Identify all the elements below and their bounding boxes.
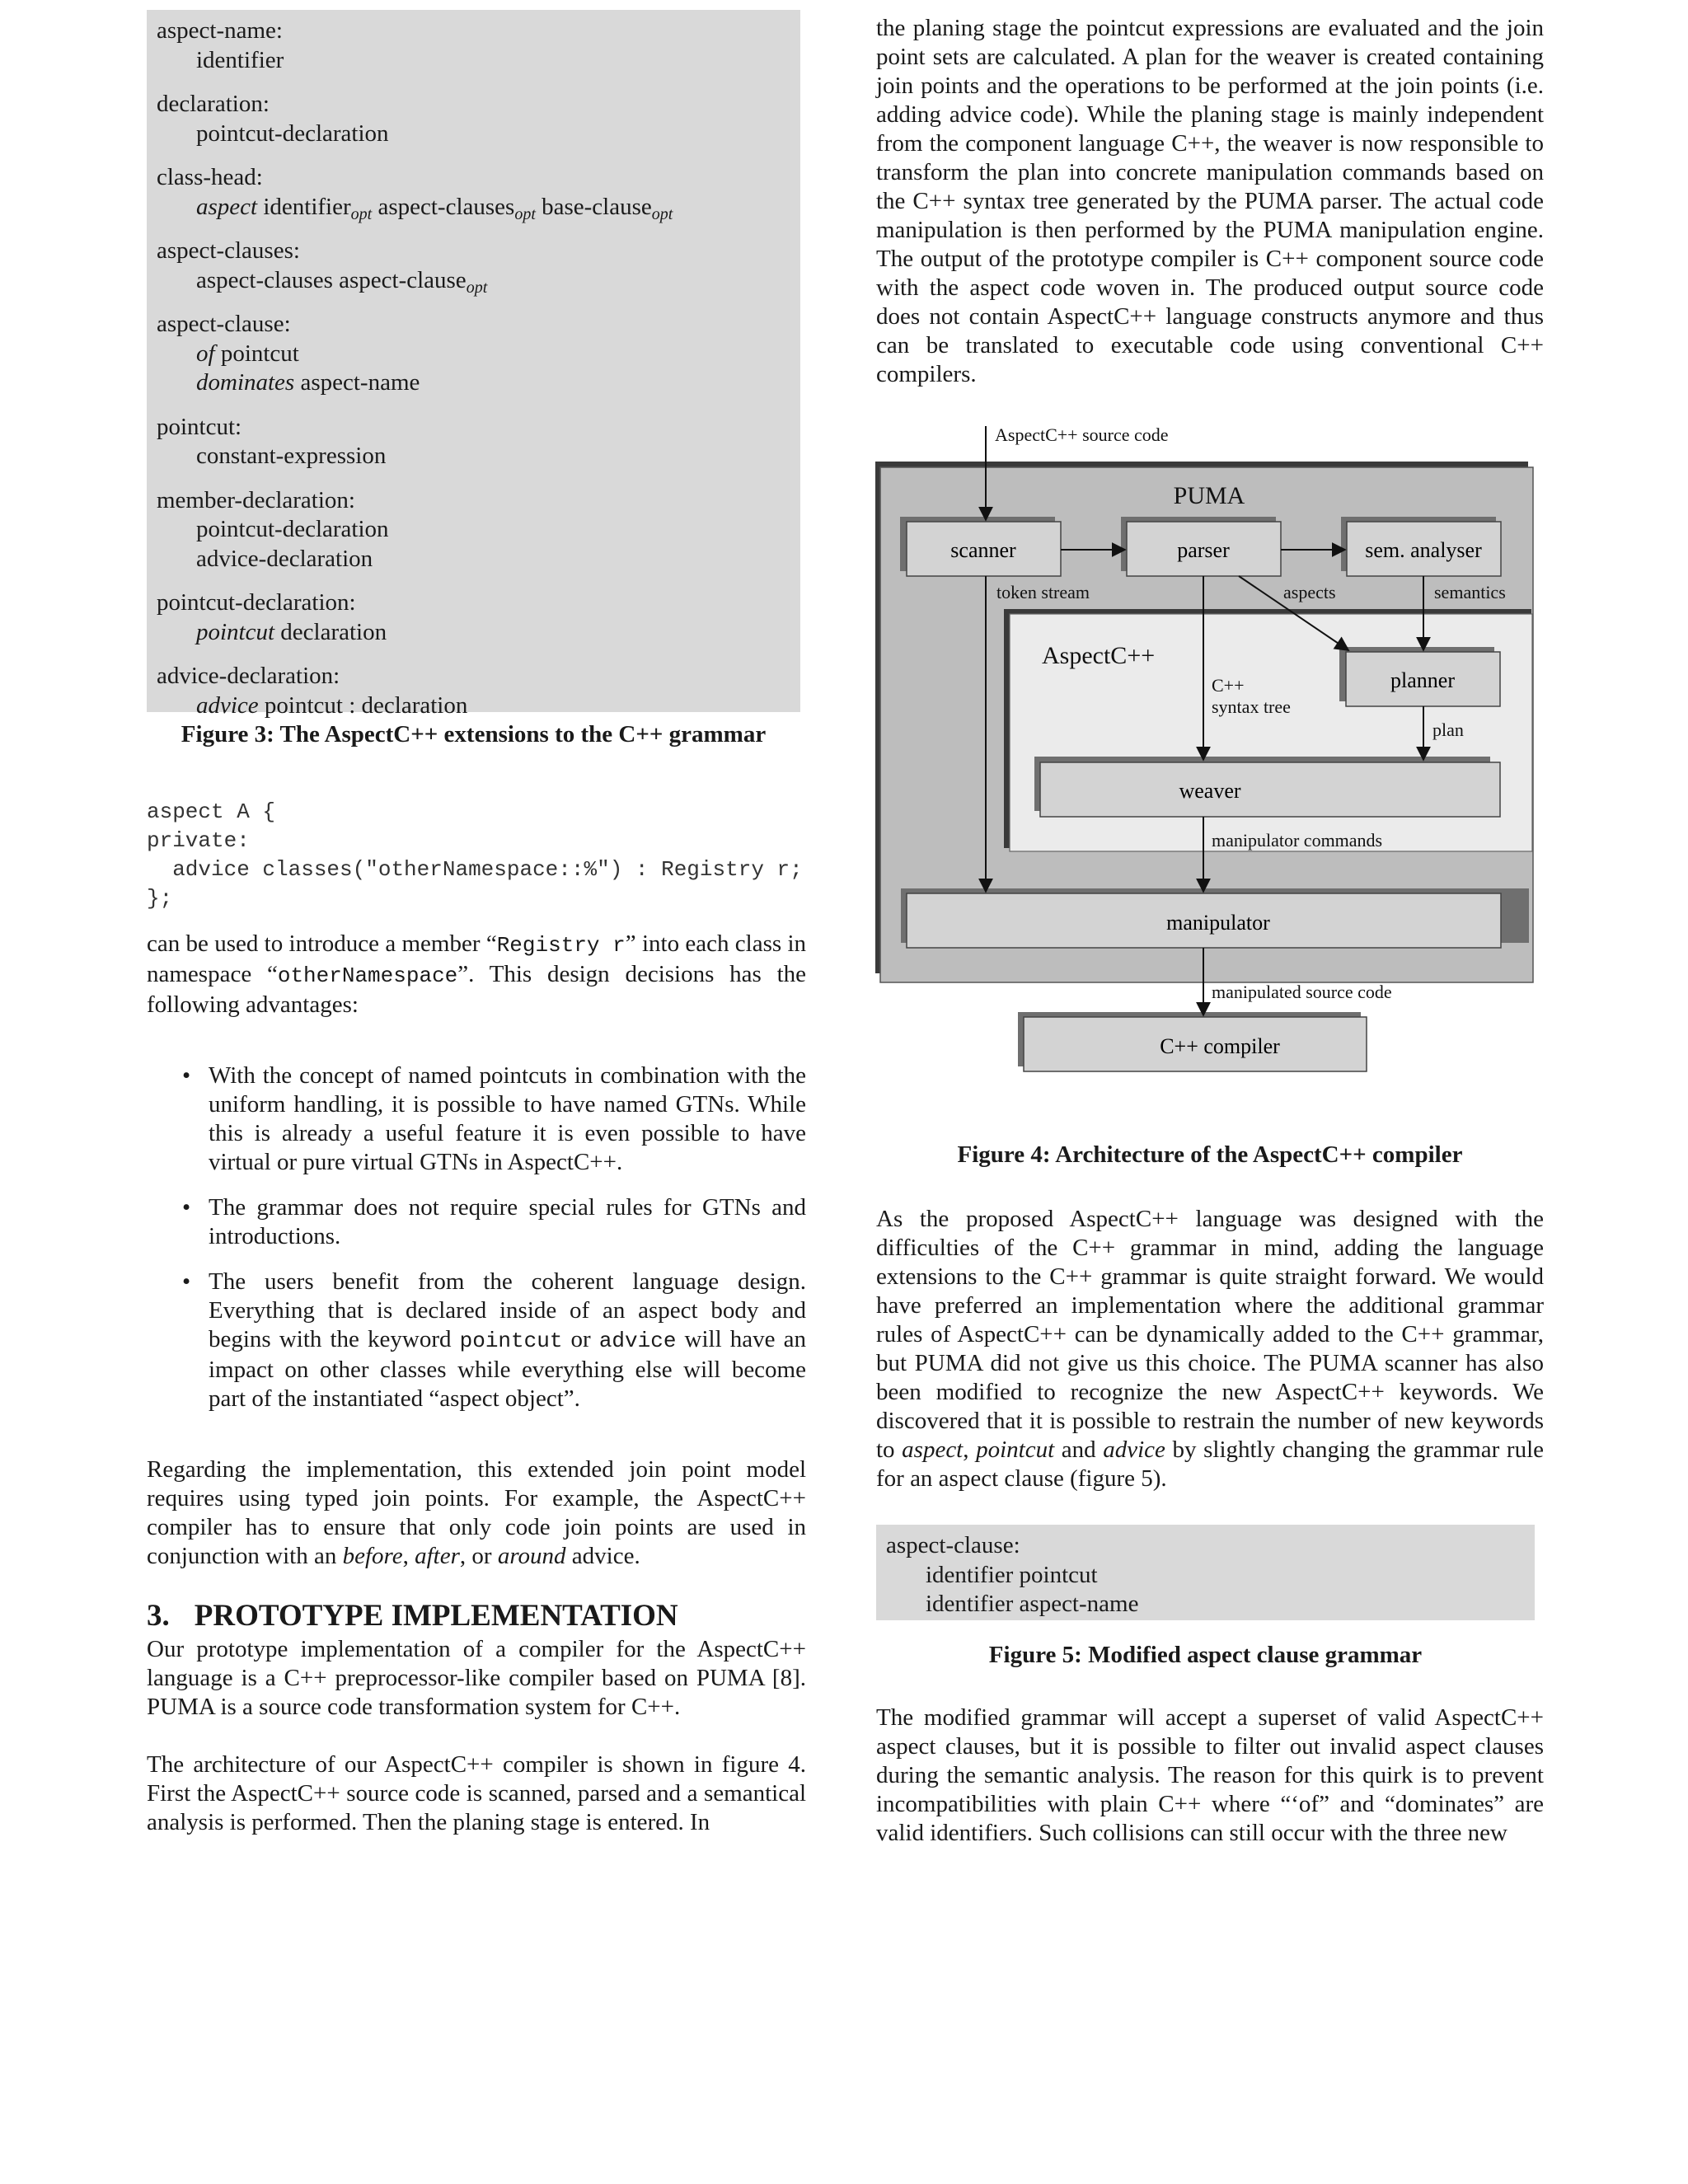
planner-label: planner [1390, 668, 1455, 692]
figure3-caption: Figure 3: The AspectC++ extensions to the C++ grammar [181, 721, 767, 748]
section-number: 3. [147, 1599, 170, 1633]
grammar-production [157, 46, 792, 76]
text-run: The users benefit from the coherent language design. Everything that is declared inside of an aspect body and begins with the keyword [209, 1268, 806, 1352]
grammar-token-run: aspect-clauses aspect-clause [196, 266, 467, 293]
input-label: AspectC++ source code [995, 424, 1169, 445]
compiler-label: C++ compiler [1160, 1034, 1280, 1058]
grammar-production [157, 368, 792, 398]
section-heading [147, 1600, 678, 1633]
grammar-rules [157, 16, 792, 720]
grammar-token-run: opt [514, 204, 536, 223]
grammar-token-run: identifier [257, 193, 351, 220]
text-run: Regarding the implementation, this extended join point model requires using typed join points. For example, the AspectC++ compiler has to ensure that only code join points are used in conjunction with an [147, 1456, 806, 1569]
weaver-label: weaver [1179, 779, 1241, 803]
code-example: aspect A { private: advice classes("otherNamespace::%") : Registry r; }; [147, 799, 803, 911]
parser-label: parser [1177, 538, 1230, 562]
paragraph-proposed-language [876, 1205, 1544, 1493]
grammar-production [157, 691, 792, 721]
scanner-label: scanner [950, 538, 1016, 562]
grammar-rule [157, 413, 792, 471]
figure5-line-2: identifier aspect-name [926, 1591, 1139, 1617]
grammar-rule [157, 588, 792, 647]
paragraph-modified-grammar: The modified grammar will accept a superset of valid AspectC++ aspect clauses, but it is possible to filter out invalid aspect clauses during the semantic analysis. The reason for this quirk is to prevent incompatibilities with plain C++ where “‘of” and “dominates” are valid identifiers. Such collisions can still occur with the three new [876, 1704, 1544, 1846]
text-run: or [562, 1326, 599, 1352]
grammar-rule [157, 163, 792, 222]
paragraph-prototype: Our prototype implementation of a compiler for the AspectC++ language is a C++ preprocessor-like compiler based on PUMA [8]. PUMA is a source code transformation system for C++. [147, 1636, 806, 1720]
bullet-icon: • [182, 1268, 191, 1295]
text-run: pointcut [976, 1436, 1055, 1463]
grammar-token-run: pointcut [214, 340, 299, 367]
text-run: With the concept of named pointcuts in combination with the uniform handling, it is possible to have named GTNs. While this is already a useful feature it is even possible to have virtual or pure virtual GTNs in AspectC++. [209, 1062, 806, 1175]
list-item [147, 1268, 806, 1413]
grammar-rule [157, 237, 792, 295]
grammar-token-run: opt [651, 204, 673, 223]
plan-label: plan [1432, 719, 1464, 740]
grammar-rule-name: pointcut-declaration: [157, 589, 356, 616]
text-run: will have an impact on other classes while everything else will become part of the instantiated “aspect object”. [209, 1326, 806, 1412]
grammar-rule-name: aspect-clause: [157, 311, 291, 337]
weaver-box [1040, 762, 1500, 817]
grammar-rule-name: aspect-clauses: [157, 237, 300, 264]
grammar-rule-name: member-declaration: [157, 486, 355, 513]
list-item [147, 1193, 806, 1251]
grammar-token-run: dominates [196, 369, 295, 396]
bullet-icon: • [182, 1194, 191, 1221]
grammar-rule [157, 16, 792, 75]
figure4-architecture-diagram [870, 416, 1545, 1100]
paragraph-architecture-right: the planing stage the pointcut expressions are evaluated and the join point sets are calculated. A plan for the weaver is created containing join points and the operations to be performed at the join points (i.e. adding advice code). While the planing stage is mainly independent from the component language C++, the weaver is now responsible to transform the plan into concrete manipulation commands based on the C++ syntax tree generated by the PUMA parser. The actual code manipulation is then performed by the PUMA manipulation engine. The output of the prototype compiler is C++ component source code with the aspect code woven in. The produced output source code does not contain AspectC++ language constructs anymore and thus can be translated to executable code using conventional C++ compilers. [876, 15, 1544, 387]
grammar-production [157, 266, 792, 296]
list-item [147, 1062, 806, 1177]
token-stream-label: token stream [996, 582, 1090, 602]
grammar-production [157, 515, 792, 545]
grammar-token-run: pointcut : declaration [258, 691, 468, 719]
grammar-rule-name: class-head: [157, 164, 263, 190]
figure4-caption: Figure 4: Architecture of the AspectC++ compiler [957, 1141, 1463, 1168]
grammar-token-run: advice [196, 691, 259, 719]
text-run: , or [459, 1543, 498, 1569]
paragraph-advantages-intro [147, 930, 806, 1019]
aspectcpp-label: AspectC++ [1042, 642, 1156, 669]
grammar-production [157, 340, 792, 369]
grammar-token-run: identifier [196, 46, 284, 73]
grammar-rule-name: aspect-name: [157, 17, 283, 44]
text-run: As the proposed AspectC++ language was designed with the difficulties of the C++ grammar in mind, adding the language extensions to the C++ grammar is quite straight forward. We would have preferred an implementation where the additional grammar rules of AspectC++ can be dynamically added to the C++ grammar, but PUMA did not give us this choice. The PUMA scanner has also been modified to recognize the new AspectC++ keywords. We discovered that it is possible to restrain the number of new keywords to [876, 1206, 1544, 1463]
grammar-token-run: opt [466, 278, 488, 297]
grammar-rule-name: declaration: [157, 91, 270, 117]
grammar-rule [157, 90, 792, 148]
paragraph-join-points [147, 1455, 806, 1571]
syntax-tree-label-1: C++ [1212, 675, 1245, 696]
paragraph-architecture-left: The architecture of our AspectC++ compiler is shown in figure 4. First the AspectC++ source code is scanned, parsed and a semantical analysis is performed. Then the planing stage is entered. In [147, 1751, 806, 1835]
puma-label: PUMA [1173, 482, 1245, 509]
text-run: after [415, 1543, 460, 1569]
text-run: advice [598, 1329, 677, 1353]
grammar-token-run: aspect-name [294, 369, 420, 396]
text-run: pointcut [459, 1329, 563, 1353]
manipulator-label: manipulator [1166, 911, 1270, 935]
grammar-token-run: declaration [274, 618, 387, 645]
grammar-rule-name: pointcut: [157, 413, 242, 440]
grammar-rule [157, 310, 792, 398]
figure3-grammar-box [147, 10, 800, 719]
grammar-production [157, 442, 792, 471]
text-run: , [963, 1436, 977, 1463]
grammar-rule-name: advice-declaration: [157, 663, 340, 689]
advantages-list [147, 1062, 806, 1430]
text-run: before [342, 1543, 403, 1569]
aspects-label: aspects [1283, 582, 1336, 602]
text-run: ”. This design decisions has the following advantages: [147, 961, 806, 1018]
semantics-label: semantics [1434, 582, 1506, 602]
text-run: , [402, 1543, 415, 1569]
text-run: around [497, 1543, 566, 1569]
grammar-rule [157, 662, 792, 720]
text-run: aspect [902, 1436, 964, 1463]
text-run: ” into each class in namespace “ [147, 930, 807, 987]
grammar-production [157, 120, 792, 149]
manip-source-label: manipulated source code [1212, 982, 1392, 1002]
grammar-token-run: base-clause [535, 193, 652, 220]
grammar-token-run: advice-declaration [196, 545, 373, 572]
text-run: can be used to introduce a member “ [147, 930, 497, 957]
text-run: otherNamespace [277, 963, 458, 988]
grammar-token-run: of [196, 340, 215, 367]
bullet-icon: • [182, 1062, 191, 1089]
grammar-token-run: opt [350, 204, 373, 223]
text-run: by slightly changing the grammar rule for an aspect clause (figure 5). [876, 1436, 1544, 1492]
sem-analyser-label: sem. analyser [1365, 538, 1482, 562]
grammar-token-run: aspect [196, 193, 258, 220]
text-run: and [1054, 1436, 1104, 1463]
grammar-rule [157, 486, 792, 574]
text-run: advice [1103, 1436, 1165, 1463]
grammar-production [157, 618, 792, 648]
grammar-production [157, 193, 792, 223]
grammar-token-run: aspect-clauses [372, 193, 515, 220]
section-title: PROTOTYPE IMPLEMENTATION [194, 1599, 678, 1633]
text-run: Registry r [496, 933, 626, 958]
syntax-tree-label-2: syntax tree [1212, 696, 1291, 717]
grammar-production [157, 545, 792, 574]
figure5-line-1: identifier pointcut [926, 1561, 1098, 1588]
grammar-token-run: pointcut-declaration [196, 516, 389, 542]
figure5-grammar-box [876, 1525, 1535, 1620]
manip-commands-label: manipulator commands [1212, 830, 1383, 851]
grammar-token-run: pointcut [196, 618, 275, 645]
text-run: The grammar does not require special rules for GTNs and introductions. [209, 1194, 806, 1249]
figure5-caption: Figure 5: Modified aspect clause grammar [988, 1642, 1423, 1668]
figure5-rule-name: aspect-clause: [886, 1532, 1020, 1558]
text-run: advice. [565, 1543, 640, 1569]
grammar-token-run: constant-expression [196, 443, 387, 469]
grammar-token-run: pointcut-declaration [196, 120, 389, 147]
